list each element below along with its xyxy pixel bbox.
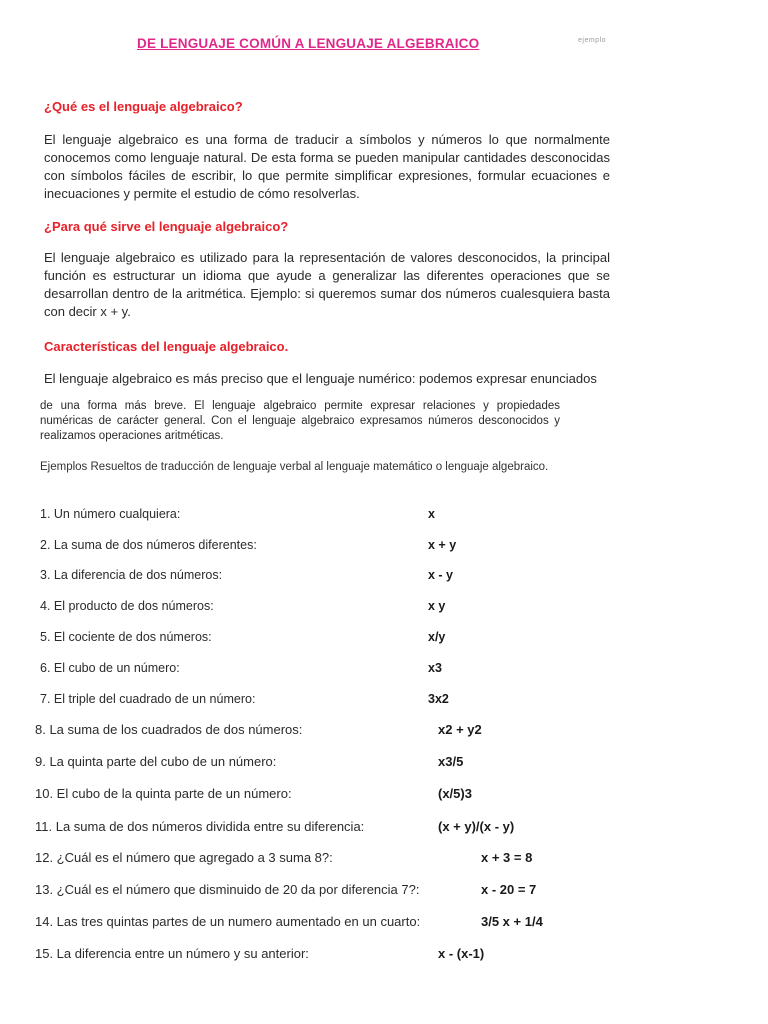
example-question: 7. El triple del cuadrado de un número: (40, 692, 256, 706)
example-row (0, 630, 768, 650)
example-answer: x - (x-1) (438, 946, 485, 961)
example-answer: (x + y)/(x - y) (438, 819, 515, 834)
example-answer: x - 20 = 7 (481, 882, 537, 897)
example-row (0, 914, 768, 934)
example-question: 10. El cubo de la quinta parte de un número: (35, 786, 292, 801)
page-title: DE LENGUAJE COMÚN A LENGUAJE ALGEBRAICO (137, 36, 480, 51)
example-row (0, 754, 768, 774)
example-answer: x/y (428, 630, 446, 644)
example-row (0, 661, 768, 681)
example-question: 3. La diferencia de dos números: (40, 568, 223, 582)
example-question: 11. La suma de dos números dividida entre su diferencia: (35, 819, 365, 834)
example-row (0, 599, 768, 619)
example-question: 14. Las tres quintas partes de un numero aumentado en un cuarto: (35, 914, 421, 929)
example-question: 13. ¿Cuál es el número que disminuido de 20 da por diferencia 7?: (35, 882, 420, 897)
example-answer: x (428, 507, 435, 521)
example-answer: x - y (428, 568, 454, 582)
example-row (0, 722, 768, 742)
example-row (0, 692, 768, 712)
example-answer: x3 (428, 661, 442, 675)
example-row (0, 850, 768, 870)
example-row (0, 786, 768, 806)
logo-watermark: ejemplo (578, 37, 607, 44)
example-question: 5. El cociente de dos números: (40, 630, 212, 644)
example-answer: x2 + y2 (438, 722, 482, 737)
example-question: 2. La suma de dos números diferentes: (40, 538, 257, 552)
paragraph-caracteristicas: El lenguaje algebraico es más preciso que el lenguaje numérico: podemos expresar enunciados (44, 371, 597, 386)
example-answer: x3/5 (438, 754, 464, 769)
example-answer: 3/5 x + 1/4 (481, 914, 543, 929)
example-question: 8. La suma de los cuadrados de dos números: (35, 722, 303, 737)
example-row (0, 568, 768, 588)
example-row (0, 946, 768, 966)
example-answer: x y (428, 599, 446, 613)
paragraph-que-es: El lenguaje algebraico es una forma de traducir a símbolos y números lo que normalmente conocemos como lenguaje natural. De esta forma se pueden manipular cantidades desconocidas con símbolos fáciles de escribir, lo que permite simplificar expresiones, formular ecuaciones e inecuaciones y permite el estudio de cómo resolverlas. (44, 132, 610, 201)
examples-intro: Ejemplos Resueltos de traducción de lenguaje verbal al lenguaje matemático o lenguaje algebraico. (40, 461, 549, 473)
example-answer: 3x2 (428, 692, 449, 706)
example-question: 15. La diferencia entre un número y su anterior: (35, 946, 309, 961)
example-answer: x + 3 = 8 (481, 850, 533, 865)
heading-caracteristicas: Características del lenguaje algebraico. (44, 339, 289, 354)
paragraph-caracteristicas-cont: de una forma más breve. El lenguaje algebraico permite expresar relaciones y propiedades numéricas de carácter general. Con el lenguaje algebraico expresamos números desconocidos y realizamos operaciones aritméticas. (40, 400, 560, 442)
example-question: 4. El producto de dos números: (40, 599, 214, 613)
example-row (0, 819, 768, 839)
example-question: 1. Un número cualquiera: (40, 507, 181, 521)
example-answer: x + y (428, 538, 457, 552)
heading-para-que-sirve: ¿Para qué sirve el lenguaje algebraico? (44, 219, 289, 234)
example-row (0, 882, 768, 902)
example-question: 9. La quinta parte del cubo de un número: (35, 754, 277, 769)
example-row (0, 538, 768, 558)
example-row (0, 507, 768, 527)
example-question: 6. El cubo de un número: (40, 661, 180, 675)
paragraph-para-que-sirve: El lenguaje algebraico es utilizado para la representación de valores desconocidos, la principal función es estructurar un idioma que ayude a generalizar las diferentes operaciones que se desarrollan dentro de la aritmética. Ejemplo: si queremos sumar dos números cualesquiera basta con decir x + y. (44, 250, 610, 319)
example-answer: (x/5)3 (438, 786, 472, 801)
example-question: 12. ¿Cuál es el número que agregado a 3 suma 8?: (35, 850, 333, 865)
heading-que-es: ¿Qué es el lenguaje algebraico? (44, 99, 243, 114)
